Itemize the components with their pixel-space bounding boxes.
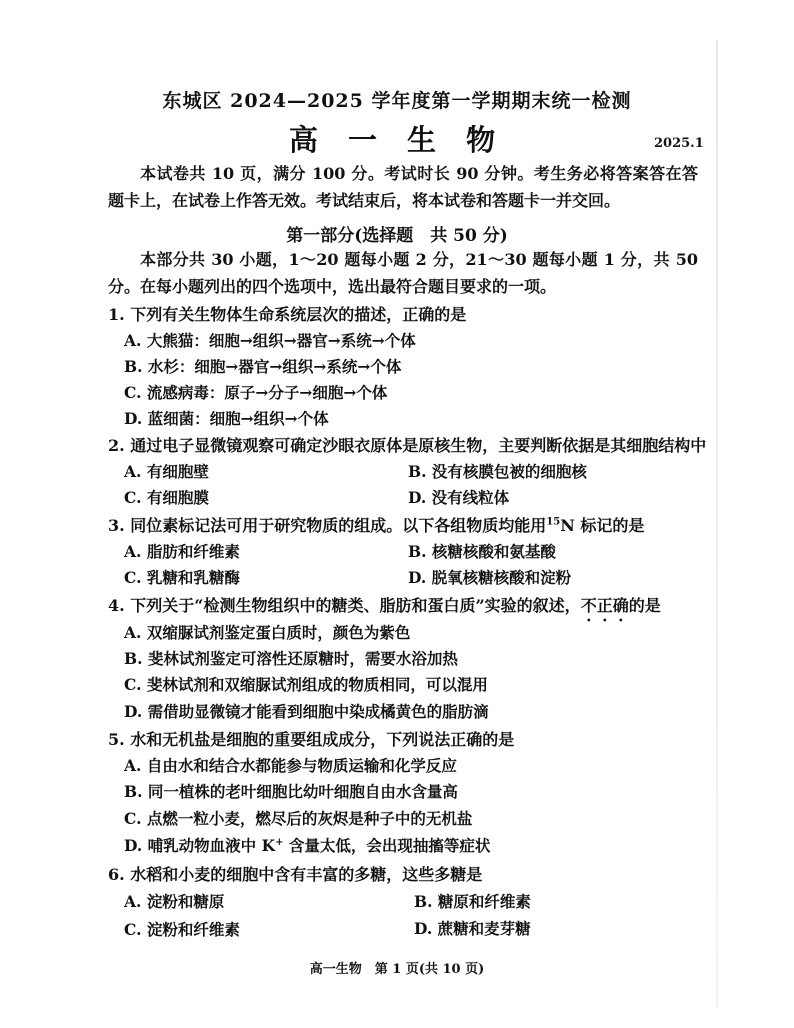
question-stem-text: 的是 bbox=[628, 596, 661, 615]
option-a: A. 有细胞壁 bbox=[124, 462, 209, 481]
section-title: 第一部分(选择题 共 50 分) bbox=[286, 226, 508, 246]
question-stem: 2. 通过电子显微镜观察可确定沙眼衣原体是原核生物，主要判断依据是其细胞结构中 bbox=[108, 436, 707, 455]
option-d: D. 蔗糖和麦芽糖 bbox=[414, 919, 531, 938]
isotope-mass-number: 15 bbox=[546, 516, 561, 528]
section-intro: 本部分共 30 小题，1～20 题每小题 2 分，21～30 题每小题 1 分，共 50 分。在每小题列出的四个选项中，选出最符合题目要求的一项。 bbox=[108, 250, 698, 296]
option-b: B. 糖原和纤维素 bbox=[414, 892, 531, 911]
option-a: A. 双缩脲试剂鉴定蛋白质时，颜色为紫色 bbox=[124, 623, 411, 642]
option-b: B. 斐林试剂鉴定可溶性还原糖时，需要水浴加热 bbox=[124, 649, 458, 668]
option-d bbox=[124, 834, 490, 856]
option-b: B. 同一植株的老叶细胞比幼叶细胞自由水含量高 bbox=[124, 782, 458, 801]
option-a: A. 脂肪和纤维素 bbox=[124, 542, 240, 561]
subject-title: 高 一 生 物 bbox=[288, 123, 506, 157]
option-a: A. 自由水和结合水都能参与物质运输和化学反应 bbox=[124, 756, 457, 775]
option-d: D. 脱氧核糖核酸和淀粉 bbox=[408, 568, 572, 587]
page-footer: 高一生物 第 1 页(共 10 页) bbox=[309, 962, 485, 977]
emphasis-text: 不正确 bbox=[580, 596, 629, 615]
option-d: D. 蓝细菌：细胞→组织→个体 bbox=[124, 409, 329, 428]
option-d: D. 需借助显微镜才能看到细胞中染成橘黄色的脂肪滴 bbox=[124, 702, 489, 721]
option-c: C. 流感病毒：原子→分子→细胞→个体 bbox=[124, 383, 388, 402]
question-stem-text: 3. 同位素标记法可用于研究物质的组成。以下各组物质均能用 bbox=[108, 516, 547, 535]
question-stem: 6. 水稻和小麦的细胞中含有丰富的多糖，这些多糖是 bbox=[108, 865, 483, 884]
option-a: A. 大熊猫：细胞→组织→器官→系统→个体 bbox=[124, 331, 416, 350]
exam-title: 东城区 2024—2025 学年度第一学期期末统一检测 bbox=[162, 90, 632, 112]
option-b: B. 核糖核酸和氨基酸 bbox=[408, 542, 556, 561]
question-stem bbox=[108, 513, 644, 536]
option-c: C. 淀粉和纤维素 bbox=[124, 920, 240, 939]
option-c: C. 斐林试剂和双缩脲试剂组成的物质相同，可以混用 bbox=[124, 675, 488, 694]
ion-charge: + bbox=[275, 836, 284, 848]
option-d: D. 没有线粒体 bbox=[408, 488, 510, 507]
exam-date: 2025.1 bbox=[654, 136, 704, 151]
question-stem: 5. 水和无机盐是细胞的重要组成成分，下列说法正确的是 bbox=[108, 730, 515, 749]
page-edge-shadow bbox=[716, 40, 718, 1008]
option-a: A. 淀粉和糖原 bbox=[124, 892, 225, 911]
question-stem-text: N 标记的是 bbox=[560, 516, 645, 535]
option-text: D. 哺乳动物血液中 K bbox=[124, 836, 276, 855]
option-b: B. 没有核膜包被的细胞核 bbox=[408, 462, 587, 481]
question-stem: 1. 下列有关生物体生命系统层次的描述，正确的是 bbox=[108, 305, 467, 324]
option-b: B. 水杉：细胞→器官→组织→系统→个体 bbox=[124, 357, 402, 376]
option-c: C. 有细胞膜 bbox=[124, 488, 209, 507]
option-c: C. 点燃一粒小麦，燃尽后的灰烬是种子中的无机盐 bbox=[124, 809, 473, 828]
question-stem-text: 4. 下列关于“检测生物组织中的糖类、脂肪和蛋白质”实验的叙述， bbox=[108, 596, 581, 615]
exam-instructions: 本试卷共 10 页，满分 100 分。考试时长 90 分钟。考生务必将答案答在答题卡上，在试卷上作答无效。考试结束后，将本试卷和答题卡一并交回。 bbox=[108, 164, 698, 210]
option-text: 含量太低，会出现抽搐等症状 bbox=[283, 836, 491, 855]
option-c: C. 乳糖和乳糖酶 bbox=[124, 568, 240, 587]
